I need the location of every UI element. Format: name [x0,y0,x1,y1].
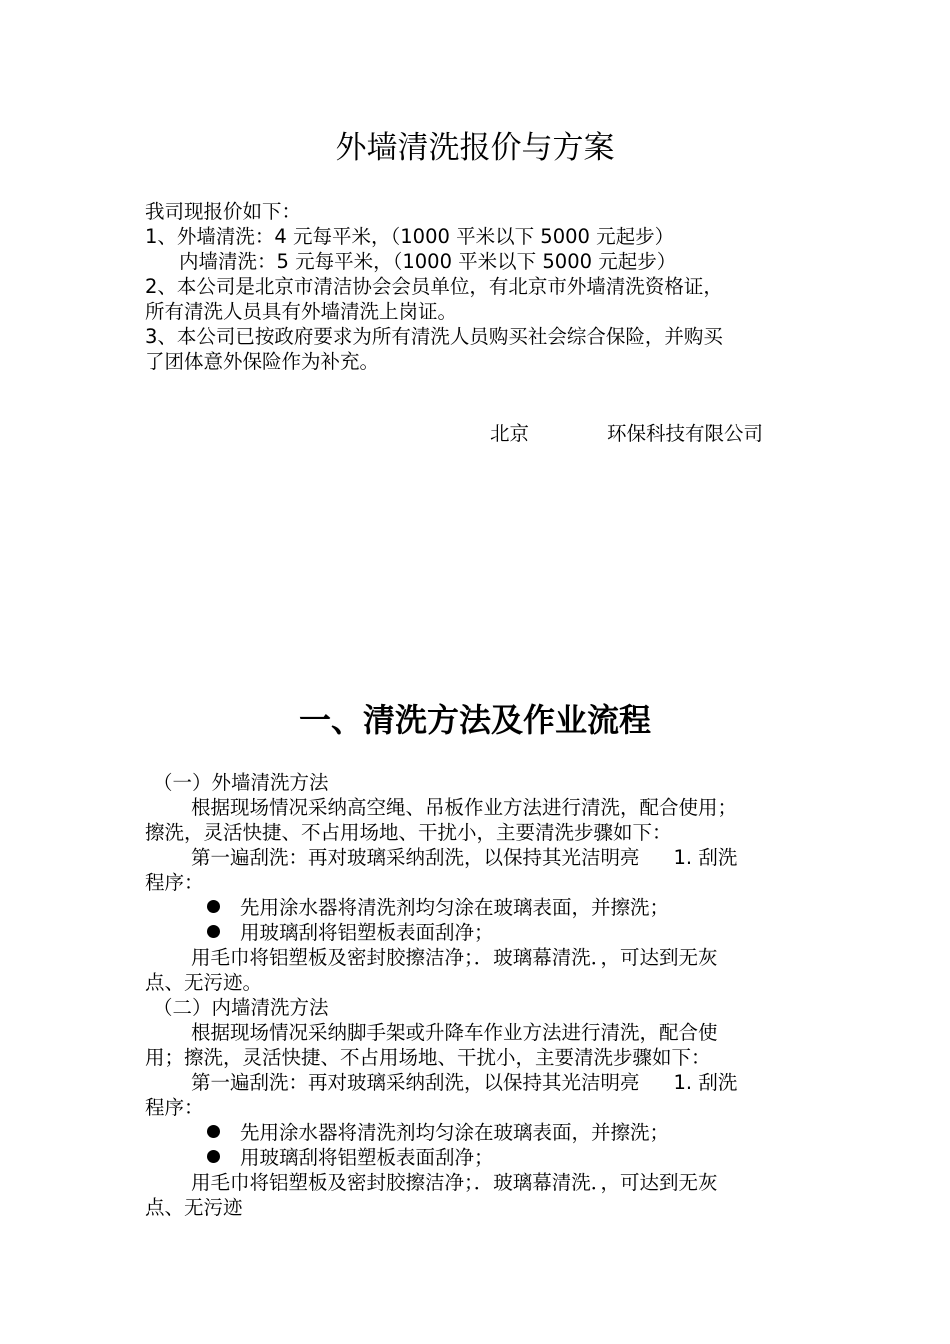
exterior-step-number: 1. 刮洗 [673,846,738,869]
exterior-method-title: （一）外墙清洗方法 [153,771,329,794]
exterior-final-b: 点、无污迹。 [145,971,263,994]
cleaning-methods [145,770,835,1220]
interior-step-b: 程序： [145,1096,204,1119]
section-heading: 一、清洗方法及作业流程 [298,701,651,739]
exterior-bullet-2 [145,920,835,945]
quote-line-3a: 3、本公司已按政府要求为所有清洗人员购买社会综合保险，并购买 [145,325,723,348]
exterior-bullet-2-text: 用玻璃刮将铝塑板表面刮净； [240,921,494,944]
exterior-desc-b: 擦洗，灵活快捷、不占用场地、干扰小，主要清洗步骤如下： [145,821,672,844]
company-signature [490,421,763,446]
interior-step-a [145,1070,835,1095]
interior-step-a-text: 第一遍刮洗：再对玻璃采纳刮洗，以保持其光洁明亮 [191,1071,640,1094]
exterior-bullet-1 [145,895,835,920]
signature-city: 北京 [490,422,530,445]
quote-section [145,199,825,374]
interior-bullet-2 [145,1145,835,1170]
quote-line-1b: 内墙清洗：5 元每平米，（1000 平米以下 5000 元起步） [179,250,677,273]
interior-desc-a: 根据现场情况采纳脚手架或升降车作业方法进行清洗，配合使 [191,1021,718,1044]
signature-company: 环保科技有限公司 [607,422,764,445]
quote-line-3b: 了团体意外保险作为补充。 [145,350,380,373]
exterior-bullet-1-text: 先用涂水器将清洗剂均匀涂在玻璃表面，并擦洗； [240,896,670,919]
exterior-step-b: 程序： [145,871,204,894]
quote-line-2b: 所有清洗人员具有外墙清洗上岗证。 [145,300,458,323]
document-title: 外墙清洗报价与方案 [335,130,615,166]
bullet-dot-icon [207,925,220,938]
bullet-dot-icon [207,1125,220,1138]
interior-bullet-1-text: 先用涂水器将清洗剂均匀涂在玻璃表面，并擦洗； [240,1121,670,1144]
exterior-step-a-text: 第一遍刮洗：再对玻璃采纳刮洗，以保持其光洁明亮 [191,846,640,869]
interior-desc-b: 用；擦洗，灵活快捷、不占用场地、干扰小，主要清洗步骤如下： [145,1046,711,1069]
interior-bullet-2-text: 用玻璃刮将铝塑板表面刮净； [240,1146,494,1169]
exterior-step-a [145,845,835,870]
interior-method-title: （二）内墙清洗方法 [153,996,329,1019]
quote-line-1: 1、外墙清洗：4 元每平米，（1000 平米以下 5000 元起步） [145,225,675,248]
interior-final-b: 点、无污迹 [145,1196,243,1219]
exterior-desc-a: 根据现场情况采纳高空绳、吊板作业方法进行清洗，配合使用； [191,796,738,819]
quote-intro: 我司现报价如下： [145,200,302,223]
interior-final-a: 用毛巾将铝塑板及密封胶擦洁净；．玻璃幕清洗．，可达到无灰 [191,1171,718,1194]
quote-line-2a: 2、本公司是北京市清洁协会会员单位，有北京市外墙清洗资格证， [145,275,723,298]
interior-bullet-1 [145,1120,835,1145]
bullet-dot-icon [207,1150,220,1163]
exterior-final-a: 用毛巾将铝塑板及密封胶擦洁净；．玻璃幕清洗．，可达到无灰 [191,946,718,969]
bullet-dot-icon [207,900,220,913]
interior-step-number: 1. 刮洗 [673,1071,738,1094]
